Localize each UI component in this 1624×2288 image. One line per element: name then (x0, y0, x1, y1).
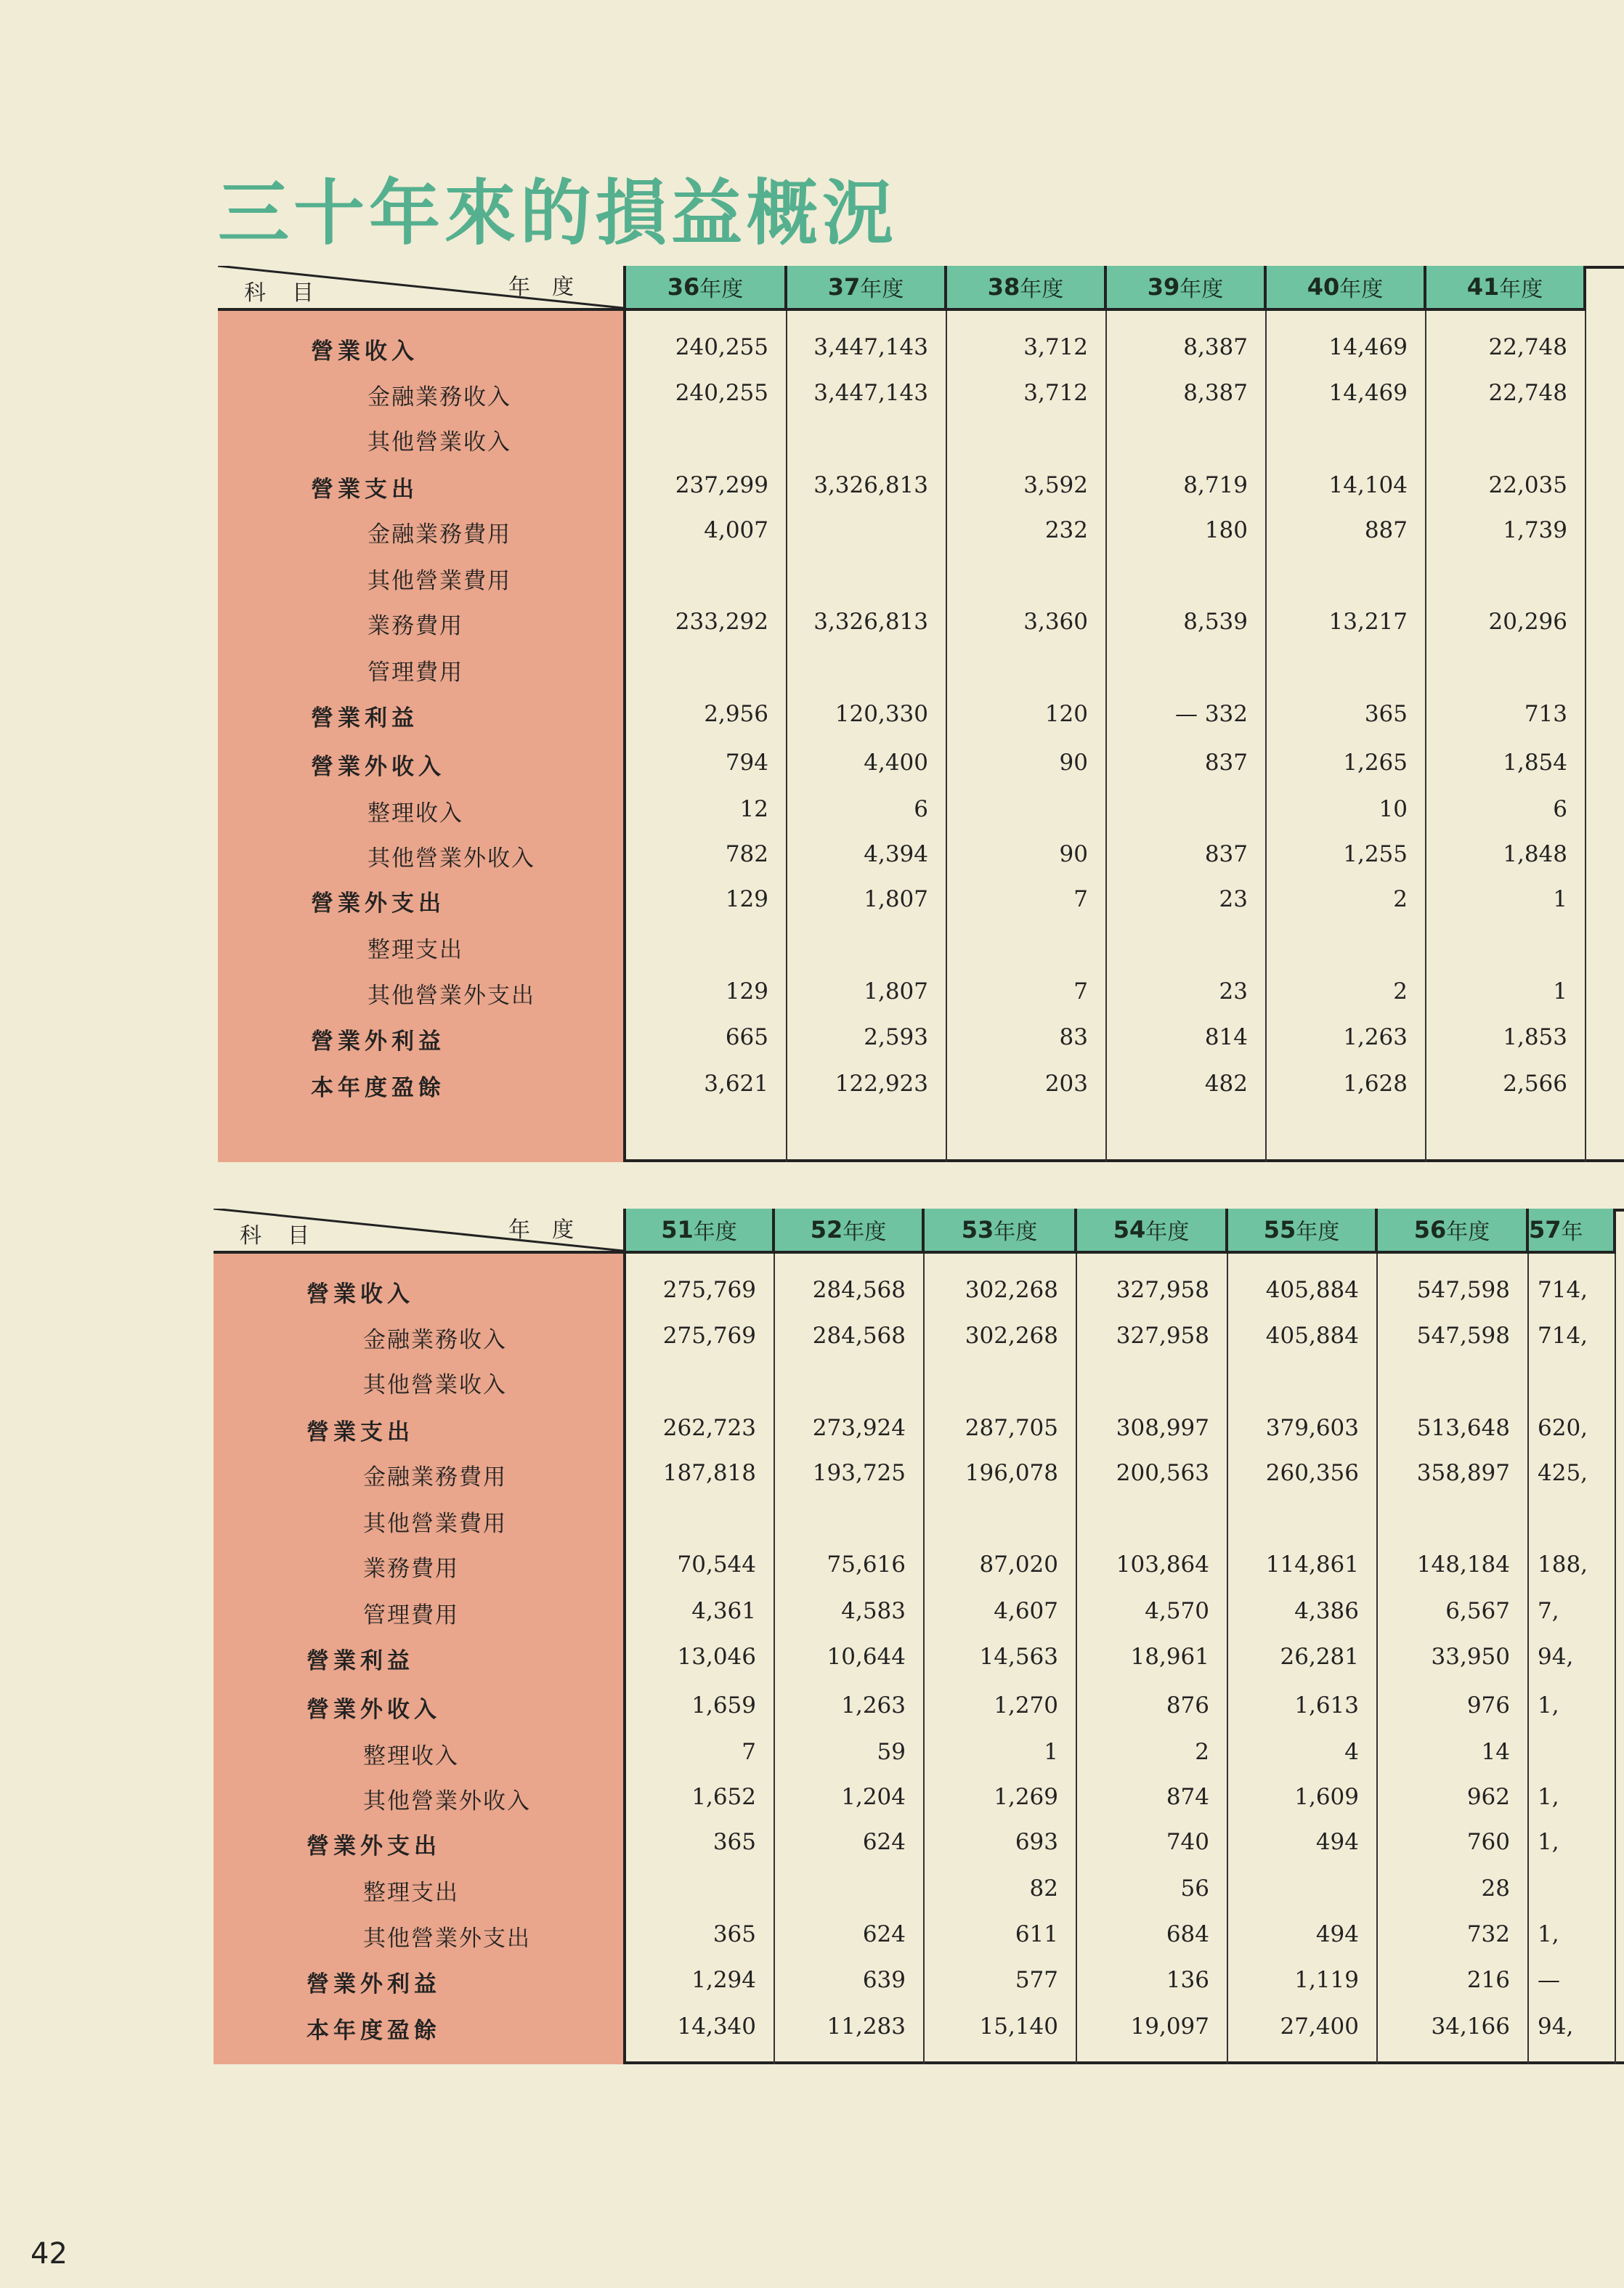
cell-value: 14 (1481, 1739, 1510, 1765)
year-header-cell (1529, 1209, 1616, 1254)
cell-value: 120 (1044, 701, 1088, 727)
year-number: 53 (961, 1216, 994, 1244)
cell-value: 180 (1204, 517, 1248, 543)
row-label: 整理收入 (368, 800, 463, 827)
data-column (1426, 311, 1586, 1162)
cell-value: 1,270 (994, 1692, 1058, 1719)
cell-value: 10 (1379, 796, 1408, 822)
year-suffix: 年度 (699, 277, 744, 302)
profit-loss-table-1 (218, 266, 1624, 1162)
data-column (626, 1254, 775, 2064)
cell-value: 3,621 (704, 1071, 768, 1097)
row-label: 營業收入 (311, 338, 418, 365)
cell-value: 87,020 (979, 1551, 1058, 1578)
cell-value: 82 (1029, 1875, 1058, 1902)
cell-value: 577 (1015, 1967, 1058, 1993)
cell-value: 3,592 (1023, 472, 1088, 498)
cell-value: 4,400 (864, 750, 928, 776)
cell-value: 103,864 (1116, 1551, 1209, 1578)
cell-value: 260,356 (1265, 1460, 1359, 1486)
cell-value: 1,652 (691, 1784, 756, 1810)
cell-value: 732 (1466, 1921, 1510, 1947)
cell-value: 713 (1524, 701, 1567, 727)
year-suffix: 年度 (1446, 1220, 1490, 1245)
data-column (775, 1254, 925, 2064)
cell-value: 1,269 (994, 1784, 1058, 1810)
year-suffix: 年度 (1296, 1220, 1340, 1245)
year-number: 36 (667, 273, 700, 301)
cell-value: 11,283 (827, 2013, 906, 2040)
row-label: 營業支出 (311, 476, 418, 503)
cell-value: 94, (1538, 2013, 1574, 2040)
cell-value: 365 (1364, 701, 1408, 727)
corner-item-label: 科目 (240, 1223, 336, 1249)
cell-value: 216 (1466, 1967, 1510, 1993)
cell-value: 6 (1553, 796, 1567, 822)
cell-value: 26,281 (1280, 1644, 1359, 1670)
cell-value: 136 (1166, 1967, 1209, 1993)
cell-value: 120,330 (835, 701, 928, 727)
row-label: 本年度盈餘 (311, 1075, 445, 1101)
row-label: 其他營業費用 (368, 568, 511, 594)
year-suffix: 年 (1561, 1220, 1583, 1245)
cell-value: 275,769 (662, 1323, 756, 1349)
cell-value: 547,598 (1416, 1323, 1510, 1349)
header-row (218, 266, 1586, 311)
cell-value: 876 (1166, 1692, 1209, 1719)
cell-value: 237,299 (675, 472, 768, 498)
cell-value: 284,568 (812, 1323, 906, 1349)
cell-value: 8,719 (1183, 472, 1248, 498)
cell-value: 232 (1044, 517, 1088, 543)
cell-value: 379,603 (1265, 1415, 1359, 1441)
cell-value: 482 (1204, 1071, 1248, 1097)
row-label: 營業外支出 (311, 891, 445, 917)
cell-value: 714, (1538, 1323, 1588, 1349)
cell-value: 1,294 (691, 1967, 756, 1993)
header-row (214, 1209, 1616, 1254)
cell-value: 1,739 (1503, 517, 1567, 543)
row-label: 金融業務收入 (363, 1327, 507, 1353)
cell-value: 28 (1481, 1875, 1510, 1902)
cell-value: 624 (862, 1829, 906, 1855)
cell-value: 12 (739, 796, 768, 822)
data-column (947, 311, 1107, 1162)
corner-year-label: 年度 (508, 275, 596, 300)
cell-value: 1,613 (1294, 1692, 1359, 1719)
cell-value: 794 (725, 750, 768, 776)
row-label-column (218, 311, 626, 1162)
cell-value: 1, (1538, 1784, 1559, 1810)
cell-value: 22,035 (1488, 472, 1567, 498)
cell-value: 188, (1538, 1551, 1588, 1578)
cell-value: 639 (862, 1967, 906, 1993)
cell-value: 7 (1073, 886, 1088, 912)
cell-value: 620, (1538, 1415, 1588, 1441)
year-number: 57 (1529, 1216, 1562, 1244)
row-label: 本年度盈餘 (306, 2018, 441, 2044)
corner-item-label: 科目 (244, 280, 340, 306)
cell-value: 1 (1553, 886, 1567, 912)
page-title: 三十年來的損益概況 (218, 172, 898, 255)
cell-value: 56 (1180, 1875, 1209, 1902)
header-corner-cell (214, 1209, 626, 1254)
cell-value: 494 (1315, 1921, 1359, 1947)
year-header-cell (1378, 1209, 1529, 1254)
cell-value: 4,607 (994, 1598, 1058, 1624)
year-suffix: 年度 (1339, 277, 1384, 302)
cell-value: 22,748 (1488, 334, 1567, 360)
row-label: 整理收入 (363, 1743, 459, 1769)
cell-value: 240,255 (675, 334, 768, 360)
year-number: 56 (1413, 1216, 1447, 1244)
cell-value: 23 (1219, 886, 1248, 912)
cell-value: 4 (1344, 1739, 1359, 1765)
cell-value: 18,961 (1130, 1644, 1209, 1670)
cell-value: 4,361 (691, 1598, 756, 1624)
year-header-cell (775, 1209, 925, 1254)
cell-value: 611 (1015, 1921, 1058, 1947)
cell-value: 187,818 (662, 1460, 756, 1486)
row-label: 整理支出 (368, 937, 463, 963)
cell-value: 814 (1204, 1024, 1248, 1050)
cell-value: 358,897 (1416, 1460, 1510, 1486)
header-corner-cell (218, 266, 626, 311)
cell-value: 14,563 (979, 1644, 1058, 1670)
cell-value: 1,255 (1343, 841, 1408, 867)
cell-value: 1,263 (841, 1692, 906, 1719)
cell-value: 94, (1538, 1644, 1574, 1670)
row-label: 其他營業外支出 (368, 983, 535, 1009)
row-label: 營業外收入 (306, 1697, 441, 1723)
cell-value: — 332 (1174, 701, 1248, 727)
cell-value: 14,104 (1328, 472, 1408, 498)
cell-value: 3,326,813 (813, 472, 928, 498)
cell-value: 3,360 (1023, 609, 1088, 635)
cell-value: 196,078 (965, 1460, 1058, 1486)
cell-value: 14,469 (1328, 334, 1408, 360)
cell-value: 2,956 (704, 701, 768, 727)
year-number: 54 (1113, 1216, 1146, 1244)
cell-value: 302,268 (965, 1323, 1058, 1349)
cell-value: 114,861 (1265, 1551, 1359, 1578)
row-label: 業務費用 (368, 613, 463, 639)
cell-value: 874 (1166, 1784, 1209, 1810)
year-header-cell (925, 1209, 1077, 1254)
cell-value: 6 (914, 796, 928, 822)
cell-value: 3,447,143 (813, 334, 928, 360)
cell-value: 287,705 (965, 1415, 1058, 1441)
row-label: 管理費用 (363, 1602, 459, 1628)
cell-value: 70,544 (677, 1551, 756, 1578)
cell-value: 273,924 (812, 1415, 906, 1441)
cell-value: 284,568 (812, 1277, 906, 1303)
row-label: 金融業務費用 (363, 1464, 507, 1490)
cell-value: 90 (1059, 750, 1088, 776)
cell-value: 976 (1466, 1692, 1510, 1719)
cell-value: 1,628 (1343, 1071, 1408, 1097)
row-label: 其他營業外收入 (368, 845, 535, 872)
cell-value: 262,723 (662, 1415, 756, 1441)
year-number: 52 (810, 1216, 843, 1244)
cell-value: 7 (742, 1739, 756, 1765)
cell-value: 1, (1538, 1692, 1559, 1719)
cell-value: 1,263 (1343, 1024, 1408, 1050)
cell-value: 782 (725, 841, 768, 867)
cell-value: 8,539 (1183, 609, 1248, 635)
cell-value: 75,616 (827, 1551, 906, 1578)
page-number: 42 (31, 2237, 68, 2271)
cell-value: 425, (1538, 1460, 1588, 1486)
cell-value: 1 (1044, 1739, 1058, 1765)
year-number: 55 (1263, 1216, 1296, 1244)
cell-value: 129 (725, 886, 768, 912)
cell-value: 4,394 (864, 841, 928, 867)
year-number: 39 (1147, 273, 1180, 301)
cell-value: 7 (1073, 978, 1088, 1005)
data-column (1228, 1254, 1378, 2064)
year-header-cell (1107, 266, 1267, 311)
corner-year-label: 年度 (508, 1217, 596, 1243)
cell-value: 887 (1364, 517, 1408, 543)
cell-value: 2 (1195, 1739, 1209, 1765)
year-header-cell (947, 266, 1107, 311)
data-column (925, 1254, 1077, 2064)
cell-value: 27,400 (1280, 2013, 1359, 2040)
cell-value: 513,648 (1416, 1415, 1510, 1441)
table-body (214, 1254, 1616, 2064)
row-label: 營業利益 (311, 705, 418, 731)
row-label: 其他營業收入 (363, 1372, 507, 1398)
year-suffix: 年度 (1020, 277, 1064, 302)
cell-value: 122,923 (835, 1071, 928, 1097)
data-column (626, 311, 787, 1162)
year-suffix: 年度 (994, 1220, 1038, 1245)
cell-value: 8,387 (1183, 380, 1248, 406)
year-header-cell (626, 266, 787, 311)
cell-value: 22,748 (1488, 380, 1567, 406)
row-label: 其他營業外支出 (363, 1926, 531, 1952)
year-suffix: 年度 (1180, 277, 1224, 302)
cell-value: 203 (1044, 1071, 1088, 1097)
cell-value: 20,296 (1488, 609, 1567, 635)
cell-value: 714, (1538, 1277, 1588, 1303)
cell-value: 13,046 (677, 1644, 756, 1670)
row-label: 其他營業收入 (368, 429, 511, 455)
cell-value: 7, (1538, 1598, 1559, 1624)
cell-value: 34,166 (1431, 2013, 1510, 2040)
cell-value: — (1538, 1967, 1560, 1993)
cell-value: 19,097 (1130, 2013, 1209, 2040)
cell-value: 8,387 (1183, 334, 1248, 360)
row-label: 營業外利益 (306, 1971, 441, 1997)
year-number: 38 (987, 273, 1020, 301)
cell-value: 4,583 (841, 1598, 906, 1624)
row-label: 其他營業外收入 (363, 1788, 531, 1814)
cell-value: 3,712 (1023, 380, 1088, 406)
row-label: 業務費用 (363, 1556, 459, 1582)
row-label: 營業外收入 (311, 754, 445, 780)
data-column (1267, 311, 1426, 1162)
cell-value: 1,659 (691, 1692, 756, 1719)
cell-value: 6,567 (1445, 1598, 1510, 1624)
cell-value: 4,007 (704, 517, 768, 543)
cell-value: 1,853 (1503, 1024, 1567, 1050)
year-suffix: 年度 (1145, 1220, 1190, 1245)
cell-value: 1, (1538, 1829, 1559, 1855)
data-column (1107, 311, 1267, 1162)
cell-value: 90 (1059, 841, 1088, 867)
cell-value: 33,950 (1431, 1644, 1510, 1670)
cell-value: 148,184 (1416, 1551, 1510, 1578)
cell-value: 3,447,143 (813, 380, 928, 406)
cell-value: 15,140 (979, 2013, 1058, 2040)
year-header-cell (1267, 266, 1426, 311)
row-label: 其他營業費用 (363, 1511, 507, 1537)
cell-value: 302,268 (965, 1277, 1058, 1303)
cell-value: 275,769 (662, 1277, 756, 1303)
row-label-column (214, 1254, 626, 2064)
row-label: 金融業務收入 (368, 384, 511, 410)
year-suffix: 年度 (843, 1220, 887, 1245)
cell-value: 547,598 (1416, 1277, 1510, 1303)
cell-value: 4,386 (1294, 1598, 1359, 1624)
cell-value: 740 (1166, 1829, 1209, 1855)
cell-value: 1,119 (1294, 1967, 1359, 1993)
data-column (1378, 1254, 1529, 2064)
cell-value: 684 (1166, 1921, 1209, 1947)
year-number: 41 (1466, 273, 1500, 301)
cell-value: 193,725 (812, 1460, 906, 1486)
year-number: 40 (1307, 273, 1340, 301)
data-column (1077, 1254, 1228, 2064)
cell-value: 1,265 (1343, 750, 1408, 776)
cell-value: 14,340 (677, 2013, 756, 2040)
row-label: 金融業務費用 (368, 522, 511, 548)
cell-value: 4,570 (1145, 1598, 1209, 1624)
year-header-cell (1228, 1209, 1378, 1254)
row-label: 營業外利益 (311, 1029, 445, 1055)
cell-value: 665 (725, 1024, 768, 1050)
cell-value: 760 (1466, 1829, 1510, 1855)
cell-value: 2 (1393, 886, 1408, 912)
cell-value: 240,255 (675, 380, 768, 406)
data-column (787, 311, 947, 1162)
row-label: 營業外支出 (306, 1833, 441, 1859)
year-number: 37 (827, 273, 861, 301)
cell-value: 23 (1219, 978, 1248, 1005)
cell-value: 405,884 (1265, 1323, 1359, 1349)
cell-value: 10,644 (827, 1644, 906, 1670)
cell-value: 308,997 (1116, 1415, 1209, 1441)
cell-value: 1, (1538, 1921, 1559, 1947)
row-label: 營業收入 (306, 1281, 414, 1307)
row-label: 營業利益 (306, 1648, 414, 1674)
cell-value: 405,884 (1265, 1277, 1359, 1303)
cell-value: 327,958 (1116, 1323, 1209, 1349)
row-label: 整理支出 (363, 1880, 459, 1906)
table-body (218, 311, 1586, 1162)
cell-value: 1,807 (864, 978, 928, 1005)
cell-value: 1 (1553, 978, 1567, 1005)
cell-value: 1,854 (1503, 750, 1567, 776)
year-suffix: 年度 (693, 1220, 737, 1245)
cell-value: 2,566 (1503, 1071, 1567, 1097)
cell-value: 837 (1204, 750, 1248, 776)
cell-value: 1,848 (1503, 841, 1567, 867)
cell-value: 233,292 (675, 609, 768, 635)
year-header-cell (1077, 1209, 1228, 1254)
year-header-cell (626, 1209, 775, 1254)
year-header-cell (1426, 266, 1586, 311)
cell-value: 13,217 (1328, 609, 1408, 635)
cell-value: 837 (1204, 841, 1248, 867)
cell-value: 327,958 (1116, 1277, 1209, 1303)
cell-value: 693 (1015, 1829, 1058, 1855)
cell-value: 365 (712, 1829, 756, 1855)
cell-value: 129 (725, 978, 768, 1005)
cell-value: 200,563 (1116, 1460, 1209, 1486)
cell-value: 3,712 (1023, 334, 1088, 360)
cell-value: 365 (712, 1921, 756, 1947)
profit-loss-table-2 (214, 1209, 1624, 2064)
cell-value: 494 (1315, 1829, 1359, 1855)
cell-value: 1,807 (864, 886, 928, 912)
cell-value: 1,609 (1294, 1784, 1359, 1810)
row-label: 管理費用 (368, 660, 463, 686)
year-header-cell (787, 266, 947, 311)
year-number: 51 (661, 1216, 694, 1244)
cell-value: 962 (1466, 1784, 1510, 1810)
cell-value: 2,593 (864, 1024, 928, 1050)
data-column (1529, 1254, 1616, 2064)
cell-value: 624 (862, 1921, 906, 1947)
row-label: 營業支出 (306, 1419, 414, 1445)
cell-value: 3,326,813 (813, 609, 928, 635)
cell-value: 83 (1059, 1024, 1088, 1050)
year-suffix: 年度 (860, 277, 904, 302)
cell-value: 2 (1393, 978, 1408, 1005)
year-suffix: 年度 (1499, 277, 1543, 302)
cell-value: 14,469 (1328, 380, 1408, 406)
cell-value: 1,204 (841, 1784, 906, 1810)
cell-value: 59 (877, 1739, 906, 1765)
